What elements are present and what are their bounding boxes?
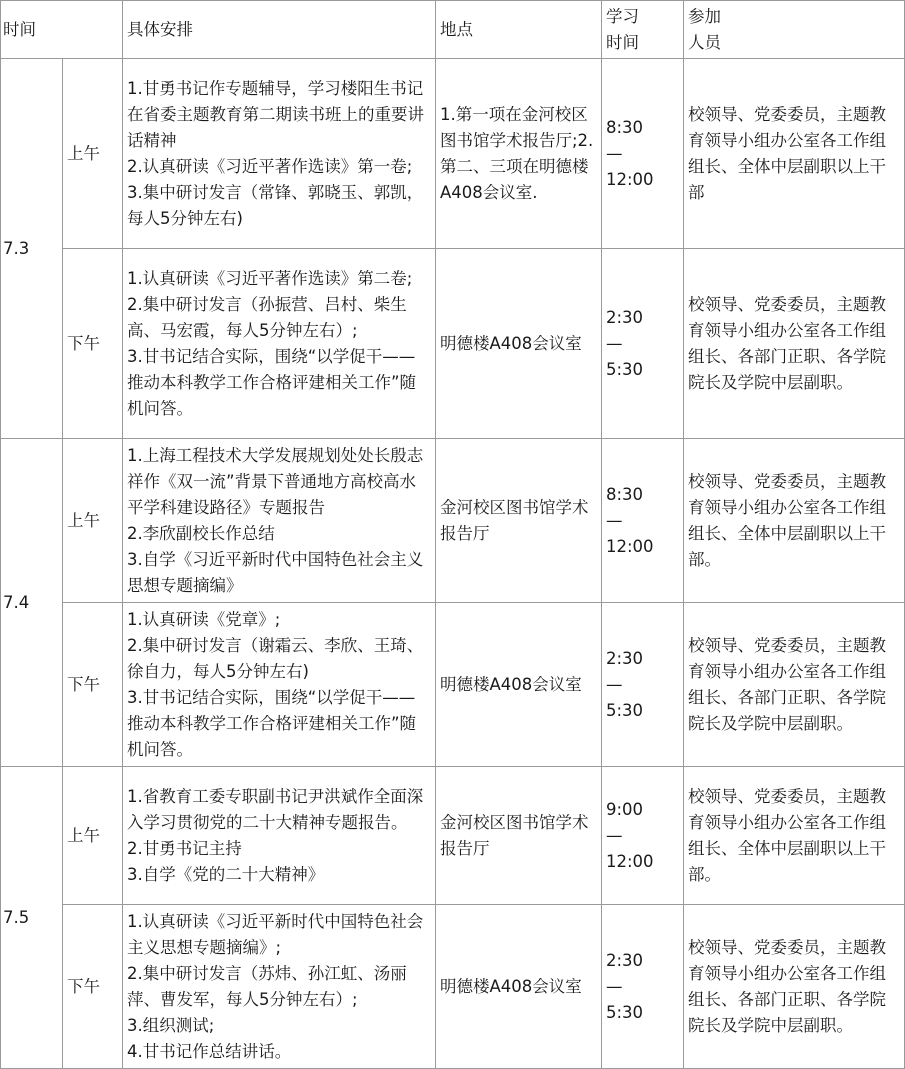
table-row bbox=[1, 905, 905, 1069]
study-time-cell bbox=[602, 249, 684, 439]
arrangement-item: 2.集中研讨发言（孙振营、吕村、柴生高、马宏霞，每人5分钟左右）; bbox=[127, 294, 407, 340]
time-dash: — bbox=[606, 333, 623, 353]
arrangement-cell bbox=[123, 603, 436, 767]
arrangement-item: 1.省教育工委专职副书记尹洪斌作全面深入学习贯彻党的二十大精神专题报告。 bbox=[127, 786, 424, 832]
time-dash: — bbox=[606, 825, 623, 845]
arrangement-cell bbox=[123, 59, 436, 249]
arrangement-item: 1.认真研读《党章》; bbox=[127, 609, 281, 629]
time-end: 5:30 bbox=[606, 700, 644, 720]
time-end: 12:00 bbox=[606, 169, 654, 189]
period-cell: 上午 bbox=[63, 767, 123, 905]
time-dash: — bbox=[606, 674, 623, 694]
study-time-cell bbox=[602, 439, 684, 603]
period-cell: 上午 bbox=[63, 439, 123, 603]
time-start: 8:30 bbox=[606, 484, 644, 504]
header-study-time bbox=[602, 1, 684, 59]
participants-cell: 校领导、党委委员，主题教育领导小组办公室各工作组组长、全体中层副职以上干部。 bbox=[684, 767, 905, 905]
header-participants-line: 人员 bbox=[688, 32, 721, 52]
time-dash: — bbox=[606, 510, 623, 530]
header-arrangement: 具体安排 bbox=[123, 1, 436, 59]
participants-cell: 校领导、党委委员，主题教育领导小组办公室各工作组组长、全体中层副职以上干部 bbox=[684, 59, 905, 249]
time-end: 5:30 bbox=[606, 1002, 644, 1022]
time-start: 2:30 bbox=[606, 950, 644, 970]
location-cell: 明德楼A408会议室 bbox=[436, 249, 602, 439]
header-participants-line: 参加 bbox=[688, 6, 721, 26]
arrangement-item: 3.集中研讨发言（常锋、郭晓玉、郭凯，每人5分钟左右) bbox=[127, 182, 424, 228]
header-location: 地点 bbox=[436, 1, 602, 59]
period-cell: 下午 bbox=[63, 249, 123, 439]
table-row bbox=[1, 603, 905, 767]
time-start: 8:30 bbox=[606, 117, 644, 137]
arrangement-item: 2.认真研读《习近平著作选读》第一卷; bbox=[127, 156, 413, 176]
arrangement-item: 1.认真研读《习近平新时代中国特色社会主义思想专题摘编》; bbox=[127, 911, 424, 957]
time-start: 2:30 bbox=[606, 648, 644, 668]
table-row bbox=[1, 59, 905, 249]
header-time: 时间 bbox=[1, 1, 123, 59]
arrangement-item: 3.自学《习近平新时代中国特色社会主义思想专题摘编》 bbox=[127, 549, 424, 595]
study-time-cell bbox=[602, 767, 684, 905]
header-study-time-line: 学习 bbox=[606, 6, 639, 26]
arrangement-item: 2.集中研讨发言（谢霜云、李欣、王琦、徐自力，每人5分钟左右) bbox=[127, 635, 424, 681]
arrangement-item: 1.认真研读《习近平著作选读》第二卷; bbox=[127, 268, 413, 288]
time-end: 12:00 bbox=[606, 851, 654, 871]
location-cell: 1.第一项在金河校区图书馆学术报告厅;2.第二、三项在明德楼A408会议室. bbox=[436, 59, 602, 249]
location-cell: 明德楼A408会议室 bbox=[436, 905, 602, 1069]
time-dash: — bbox=[606, 976, 623, 996]
arrangement-cell bbox=[123, 249, 436, 439]
arrangement-item: 3.甘书记结合实际，围绕“以学促干——推动本科教学工作合格评建相关工作”随机问答。 bbox=[127, 687, 417, 759]
arrangement-item: 4.甘书记作总结讲话。 bbox=[127, 1041, 292, 1061]
date-cell: 7.5 bbox=[1, 767, 63, 1069]
arrangement-item: 3.甘书记结合实际，围绕“以学促干——推动本科教学工作合格评建相关工作”随机问答。 bbox=[127, 346, 417, 418]
location-cell: 金河校区图书馆学术报告厅 bbox=[436, 767, 602, 905]
time-end: 12:00 bbox=[606, 536, 654, 556]
header-row bbox=[1, 1, 905, 59]
participants-cell: 校领导、党委委员，主题教育领导小组办公室各工作组组长、各部门正职、各学院院长及学院中层副职。 bbox=[684, 603, 905, 767]
header-participants bbox=[684, 1, 905, 59]
arrangement-item: 2.集中研讨发言（苏炜、孙江虹、汤丽萍、曹发军，每人5分钟左右）; bbox=[127, 963, 407, 1009]
arrangement-cell bbox=[123, 439, 436, 603]
time-end: 5:30 bbox=[606, 359, 644, 379]
arrangement-item: 2.甘勇书记主持 bbox=[127, 838, 242, 858]
arrangement-item: 3.自学《党的二十大精神》 bbox=[127, 864, 325, 884]
study-time-cell bbox=[602, 905, 684, 1069]
date-cell: 7.3 bbox=[1, 59, 63, 439]
table-row bbox=[1, 249, 905, 439]
study-time-cell bbox=[602, 603, 684, 767]
participants-cell: 校领导、党委委员，主题教育领导小组办公室各工作组组长、各部门正职、各学院院长及学院中层副职。 bbox=[684, 249, 905, 439]
participants-cell: 校领导、党委委员，主题教育领导小组办公室各工作组组长、全体中层副职以上干部。 bbox=[684, 439, 905, 603]
arrangement-item: 3.组织测试; bbox=[127, 1015, 215, 1035]
arrangement-item: 2.李欣副校长作总结 bbox=[127, 523, 275, 543]
arrangement-cell bbox=[123, 767, 436, 905]
period-cell: 下午 bbox=[63, 603, 123, 767]
arrangement-item: 1.上海工程技术大学发展规划处处长殷志祥作《双一流”背景下普通地方高校高水平学科建设路径》专题报告 bbox=[127, 445, 424, 517]
time-start: 9:00 bbox=[606, 799, 644, 819]
time-start: 2:30 bbox=[606, 307, 644, 327]
arrangement-item: 1.甘勇书记作专题辅导，学习楼阳生书记在省委主题教育第二期读书班上的重要讲话精神 bbox=[127, 78, 424, 150]
location-cell: 明德楼A408会议室 bbox=[436, 603, 602, 767]
period-cell: 下午 bbox=[63, 905, 123, 1069]
table-row bbox=[1, 767, 905, 905]
table-row bbox=[1, 439, 905, 603]
header-study-time-line: 时间 bbox=[606, 32, 639, 52]
participants-cell: 校领导、党委委员，主题教育领导小组办公室各工作组组长、各部门正职、各学院院长及学院中层副职。 bbox=[684, 905, 905, 1069]
period-cell: 上午 bbox=[63, 59, 123, 249]
date-cell: 7.4 bbox=[1, 439, 63, 767]
arrangement-cell bbox=[123, 905, 436, 1069]
time-dash: — bbox=[606, 143, 623, 163]
location-cell: 金河校区图书馆学术报告厅 bbox=[436, 439, 602, 603]
study-time-cell bbox=[602, 59, 684, 249]
